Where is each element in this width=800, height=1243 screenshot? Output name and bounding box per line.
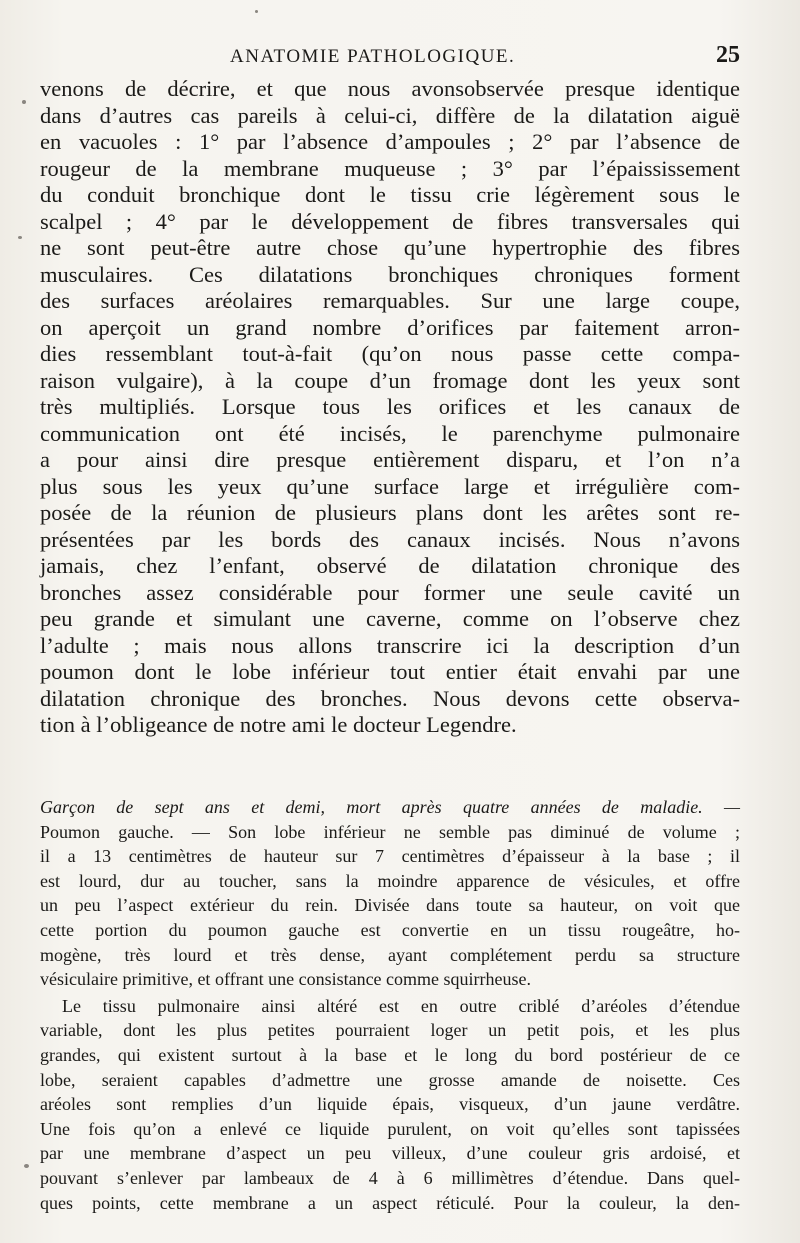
note-line: Une fois qu’on a enlevé ce liquide purulent, on voit qu’elles sont tapissées [40,1118,740,1139]
note-line: il a 13 centimètres de hauteur sur 7 centimètres d’épaisseur à la base ; il [40,846,740,867]
note-line: un peu l’aspect extérieur du rein. Divisée dans toute sa hauteur, on voit que [40,895,740,916]
text-line: ne sont peut-être autre chose qu’une hypertrophie des fibres [40,235,740,260]
text-line: posée de la réunion de plusieurs plans dont les arêtes sont re- [40,500,740,525]
text-line: scalpel ; 4° par le développement de fibres transversales qui [40,208,740,234]
text-line: musculaires. Ces dilatations bronchiques chroniques forment [40,261,740,287]
text-line: raison vulgaire), à la coupe d’un fromage dont les yeux sont [40,367,740,393]
text-line: a pour ainsi dire presque entièrement disparu, et l’on n’a [40,447,740,472]
note-line: mogène, très lourd et très dense, ayant complétement perdu sa structure [40,944,740,965]
text-line: très multipliés. Lorsque tous les orifices et les canaux de [40,394,740,419]
text-line: en vacuoles : 1° par l’absence d’ampoules ; 2° par l’absence de [40,129,740,154]
text-line: poumon dont le lobe inférieur tout entier était envahi par une [40,659,740,684]
note-line: Poumon gauche. — Son lobe inférieur ne semble pas diminué de volume ; [40,821,740,842]
note-line: vésiculaire primitive, et offrant une consistance comme squirrheuse. [40,969,532,990]
text-line: bronches assez considérable pour former une seule cavité un [40,579,740,605]
note-line: Le tissu pulmonaire ainsi altéré est en outre criblé d’aréoles d’étendue [62,995,740,1016]
main-text-block [40,76,740,739]
note-line: variable, dont les plus petites pourraient loger un petit pois, et les plus [40,1020,740,1041]
print-speck [18,236,22,239]
text-line: l’adulte ; mais nous allons transcrire ici la description d’un [40,632,740,658]
note-line: est lourd, dur au toucher, sans la moindre apparence de vésicules, et offre [40,870,740,891]
note-line: par une membrane d’aspect un peu villeux, d’une couleur gris ardoisé, et [40,1143,740,1164]
text-line: jamais, chez l’enfant, observé de dilatation chronique des [40,553,740,578]
page-header [40,42,740,74]
note-line: grandes, qui existent surtout à la base et le long du bord postérieur de ce [40,1044,740,1065]
running-head: ANATOMIE PATHOLOGIQUE. [230,46,516,67]
text-line: dilatation chronique des bronches. Nous devons cette observa- [40,685,740,711]
text-line: des surfaces aréolaires remarquables. Sur une large coupe, [40,288,740,313]
page-number: 25 [716,42,740,68]
text-line: venons de décrire, et que nous avonsobservée presque identique [40,76,740,101]
observation-note [40,795,740,1215]
text-line: tion à l’obligeance de notre ami le docteur Legendre. [40,712,517,737]
text-line: on aperçoit un grand nombre d’orifices par faitement arron- [40,314,740,340]
note-line: lobe, seraient capables d’admettre une grosse amande de noisette. Ces [40,1069,740,1090]
note-line: aréoles sont remplies d’un liquide épais, visqueux, d’un jaune verdâtre. [40,1094,740,1115]
text-line: dans d’autres cas pareils à celui-ci, diffère de la dilatation aiguë [40,102,740,128]
text-line: présentées par les bords des canaux incisés. Nous n’avons [40,526,740,552]
text-line: dies ressemblant tout-à-fait (qu’on nous passe cette compa- [40,341,740,366]
print-speck [24,1164,29,1168]
print-speck [22,100,26,104]
text-line: communication ont été incisés, le parenchyme pulmonaire [40,420,740,446]
text-line: rougeur de la membrane muqueuse ; 3° par l’épaississement [40,155,740,181]
note-line: cette portion du poumon gauche est convertie en un tissu rougeâtre, ho- [40,919,740,940]
note-line: ques points, cette membrane a un aspect réticulé. Pour la couleur, la den- [40,1192,740,1213]
note-line: pouvant s’enlever par lambeaux de 4 à 6 millimètres d’étendue. Dans quel- [40,1167,740,1188]
note-line: Garçon de sept ans et demi, mort après quatre années de maladie. — [40,797,740,817]
text-line: du conduit bronchique dont le tissu crie légèrement sous le [40,182,740,207]
print-speck [255,10,258,13]
text-line: peu grande et simulant une caverne, comme on l’observe chez [40,606,740,631]
text-line: plus sous les yeux qu’une surface large et irrégulière com- [40,473,740,499]
